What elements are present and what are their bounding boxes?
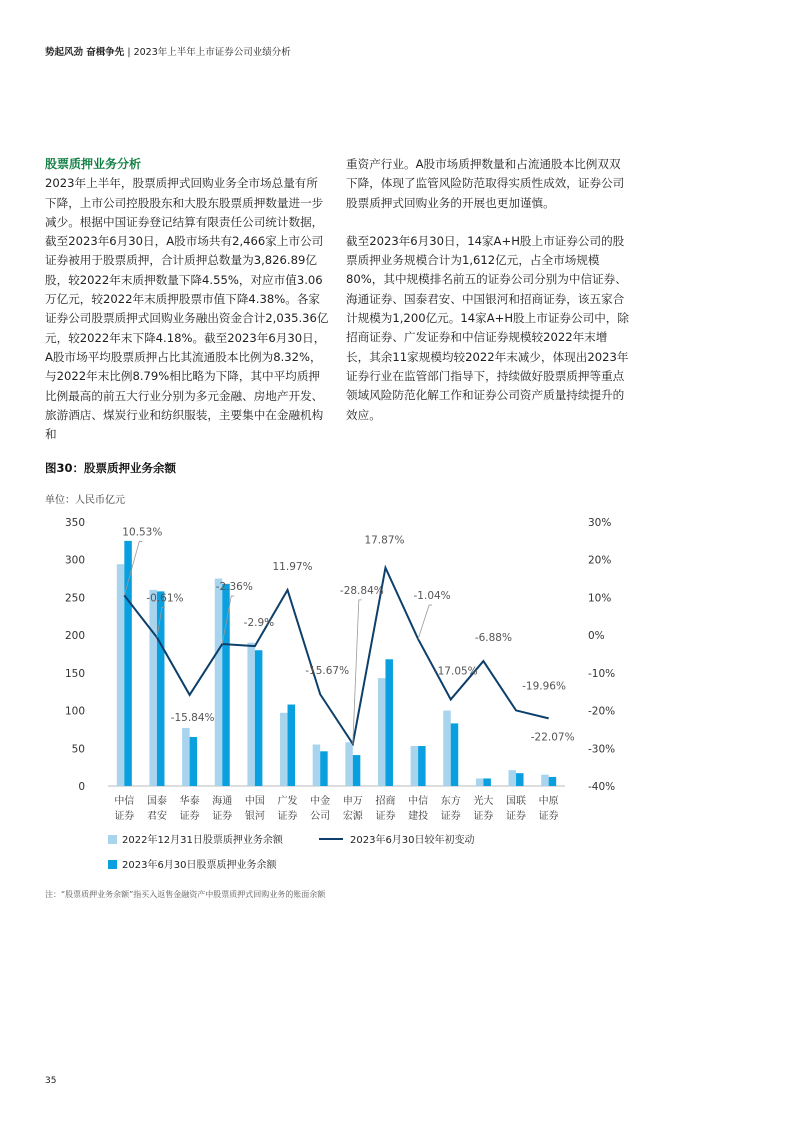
bar-2022 [345,742,353,786]
legend-swatch-2023 [108,860,117,869]
header-subtitle: 2023年上半年上市证券公司业绩分析 [133,47,291,58]
x-tick-label-line1: 光大 [473,796,494,807]
x-tick-label-line2: 证券 [538,811,559,822]
left-axis-tick: 100 [64,705,85,718]
bar-2023 [549,777,557,786]
data-label: -2.36% [215,581,253,594]
x-tick-label-line2: 建投 [408,811,429,822]
left-axis-tick: 150 [64,667,85,680]
data-label: -17.05% [433,665,478,678]
bar-2023 [483,778,491,786]
right-axis-tick: 20% [588,554,612,567]
bar-2022 [149,590,157,786]
right-paragraph-2: 截至2023年6月30日，14家A+H股上市证券公司的股票质押业务规模合计为1,612亿元，占全市场规模80%，其中规模排名前五的证券公司分别为中信证券、海通证券、国泰君安、中国银河和招商证券，该五家合计规模为1,200亿元。14家A+H股上市证券公司中，除招商证券、广发证券和中信证券规模较2022年末增长，其余11家规模均较2022年末减少，体现出2023年证券行业在监管部门指导下，持续做好股票质押等重点领域风险防范化解工作和证券公司资产质量持续提升的效应。 [346,233,629,422]
left-axis-tick: 300 [64,554,85,567]
pledge-balance-chart [40,505,616,880]
right-paragraph-1: 重资产行业。A股市场质押数量和占流通股本比例双双下降，体现了监管风险防范取得实质性成效，证券公司股票质押式回购业务的开展也更加谨慎。 [346,157,625,210]
bar-2023 [288,705,296,786]
bar-2022 [411,746,419,786]
header-bold: 势起风劲 奋楫争先 [45,47,125,58]
bar-2023 [222,584,230,786]
x-tick-label-line2: 证券 [212,811,233,822]
figure-note: 注：“股票质押业务余额”指买入返售金融资产中股票质押式回购业务的账面余额 [45,890,326,899]
bar-2022 [247,643,255,786]
bar-2022 [182,728,190,786]
data-label: -1.04% [413,590,451,603]
x-tick-label-line2: 证券 [440,811,461,822]
x-tick-label-line2: 证券 [114,811,135,822]
bar-2023 [255,650,263,786]
legend-label-2022: 2022年12月31日股票质押业务余额 [122,835,283,846]
x-tick-label-line2: 证券 [473,811,494,822]
data-label: -0.61% [146,592,184,605]
page-number: 35 [45,1076,57,1086]
label-leader-line [418,605,432,639]
data-label: 11.97% [272,560,313,573]
data-label: 10.53% [122,526,163,539]
right-column [346,155,630,425]
x-tick-label-line1: 中信 [408,796,429,807]
x-tick-label-line1: 国泰 [146,796,167,807]
data-label: -19.96% [522,680,566,693]
left-axis-tick: 50 [71,743,85,756]
bar-2023 [451,723,459,786]
right-axis-tick: 10% [588,592,612,605]
right-axis-tick: 30% [588,517,612,529]
data-label: -2.9% [243,617,275,630]
right-axis-tick: -20% [588,705,616,718]
bar-2022 [378,678,386,786]
bar-2023 [157,591,165,786]
data-label: -22.07% [530,731,575,744]
x-tick-label-line2: 证券 [277,811,298,822]
legend-label-2023: 2023年6月30日股票质押业务余额 [122,860,277,871]
data-label: -28.84% [339,584,384,597]
x-tick-label-line2: 宏源 [342,811,363,822]
data-label: -6.88% [474,632,512,645]
x-tick-label-line1: 中信 [114,796,135,807]
x-tick-label-line1: 东方 [440,796,461,807]
right-axis-tick: 0% [588,630,605,643]
bar-2022 [541,775,549,786]
x-tick-label-line1: 中原 [538,796,559,807]
x-tick-label-line2: 银河 [244,811,265,822]
bar-2023 [516,773,524,786]
x-tick-label-line1: 中金 [310,796,331,807]
x-tick-label-line2: 证券 [375,811,396,822]
bar-2022 [509,770,517,786]
x-tick-label-line1: 广发 [277,796,298,807]
bar-2022 [215,579,223,786]
x-tick-label-line1: 海通 [212,796,233,807]
figure-unit: 单位：人民币亿元 [45,495,125,506]
bar-2022 [443,711,451,786]
data-label: -15.67% [305,665,350,678]
left-axis-tick: 200 [64,630,85,643]
bar-2023 [385,659,393,786]
x-tick-label-line1: 申万 [342,796,363,807]
x-tick-label-line2: 公司 [310,811,331,822]
left-axis-tick: 250 [64,592,85,605]
figure-title: 图30：股票质押业务余额 [45,461,177,475]
bar-2023 [353,755,361,786]
legend-label-change: 2023年6月30日较年初变动 [350,835,475,846]
data-label: 17.87% [364,534,405,547]
left-paragraph: 2023年上半年，股票质押式回购业务全市场总量有所下降，上市公司控股股东和大股东股票质押数量进一步减少。根据中国证券登记结算有限责任公司统计数据，截至2023年6月30日，A股市场共有2,466家上市公司证券被用于股票质押，合计质押总数量为3,826.89亿股，较2022年末质押数量下降4.55%，对应市值3.06万亿元，较2022年末质押股票市值下降4.38%。各家证券公司股票质押式回购业务融出资金合计2,035.36亿元，较2022年末下降4.18%。截至2023年6月30日，A股市场平均股票质押占比其流通股本比例为8.32%，与2022年末比例8.79%相比略为下降，其中平均质押比例最高的前五大行业分别为多元金融、房地产开发、旅游酒店、煤炭行业和纺织服装，主要集中在金融机构和 [45,176,329,442]
right-axis-tick: -30% [588,743,616,756]
x-tick-label-line2: 证券 [506,811,527,822]
legend-swatch-2022 [108,835,117,844]
page-header [45,44,291,58]
bar-2023 [190,737,198,786]
left-axis-tick: 0 [78,781,85,793]
bar-2022 [117,564,125,786]
x-tick-label-line2: 君安 [146,811,167,822]
x-tick-label-line1: 国联 [506,796,527,807]
left-column [45,155,329,444]
data-label: -15.84% [170,711,215,724]
bar-2022 [280,713,288,786]
bar-2023 [418,746,426,786]
x-tick-label-line1: 华泰 [179,796,200,807]
right-axis-tick: -10% [588,667,616,680]
bar-2022 [476,778,484,786]
header-separator: | [127,47,131,58]
left-axis-tick: 350 [64,517,85,529]
x-tick-label-line1: 招商 [375,796,396,807]
bar-2023 [320,751,328,786]
x-tick-label-line1: 中国 [244,796,265,807]
x-tick-label-line2: 证券 [179,811,200,822]
section-title: 股票质押业务分析 [45,157,142,171]
bar-2022 [313,745,321,786]
right-axis-tick: -40% [588,781,616,793]
bar-2023 [124,541,132,786]
